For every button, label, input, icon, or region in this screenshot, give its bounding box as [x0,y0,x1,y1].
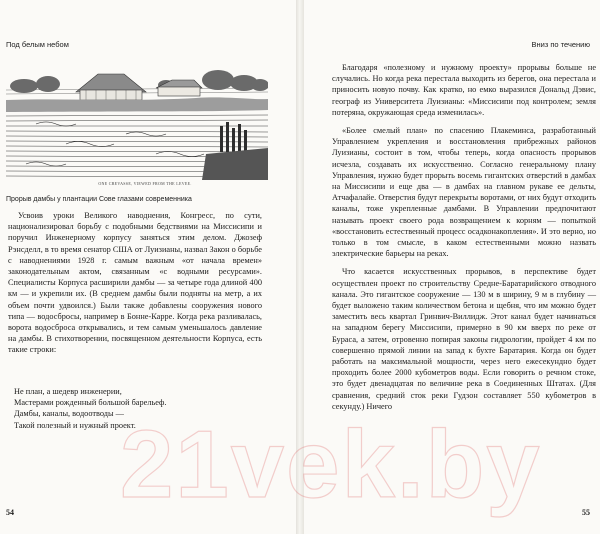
paragraph: Усвоив уроки Великого наводнения, Конгресс, по сути, национализировал борьбу с подобными бедствиями на Миссисипи и поручил Инженерному корпусу заняться этим делом. Джозеф Рэнсделл, в то время сенатор США от Луизианы, назвал Закон о борьбе с наводнениями 1928 г. самым важным «от начала времен» законодательным актом, связанным «с водными ресурсами». Специалисты Корпуса расширили дамбы — за четыре года длиной 400 км — и укрепили их. (В среднем дамбы были подняты на метр, а их объем почти удвоился.) Были также добавлены сооружения нового типа — водосбросы, например в Бонне-Карре. Когда река разливалась, ворота водосброса открывались, и тем самым уменьшалось давление на дамбы. В стихотворении, посвященном деятельности Корпуса, есть такие строки: [8,211,262,355]
right-body-text [332,62,596,412]
poem-line: Не план, а шедевр инженерии, [14,387,122,396]
left-body-text [8,210,262,356]
poem-line: Дамбы, каналы, водоотводы — [14,409,124,419]
poem-line: Такой полезный и нужный проект. [14,420,136,430]
page-number-left: 54 [6,508,14,517]
paragraph: «Более смелый план» по спасению Плакеминса, разработанный Управлением укрепления и восстановления прибрежных районов Луизианы, состоит в том, чтобы теперь, когда опасность прорывов исчезла, создавать их искусственно. Согласно генеральному плану Управления, нужно будет прорыть восемь гигантских отверстий в дамбах на Миссисипи и еще два — в дамбах на главном рукаве ее дельты, Атчафалайе. Отверстия будут перекрыты воротами, от них будут отходить каналы, тоже укрепленные дамбами. В Управлении предпочитают называть проект своего рода возвращением к корням — попыткой «восстановить естественный процесс осадконакопления». И это верно, но только в том смысле, в каком естественными можно назвать электрические барьеры на реках. [332,126,596,259]
poem-line: Мастерами рожденный большой барельеф. [14,398,167,408]
left-page [0,0,296,534]
paragraph: Благодаря «полезному и нужному проекту» прорывы больше не случались. Но когда река перестала выходить из берегов, она перестала и приносить новую почву. Как кратко, но емко выразился Дональд Дэвис, географ из Университета Луизианы: «Миссисипи под контролем; земля потеряна, окружающая среда изменилась». [332,63,596,117]
running-head-left: Под белым небом [6,40,69,49]
paragraph: Что касается искусственных прорывов, в перспективе будет осуществлен проект по строительству Средне-Баратарийского отводного канала. Это гигантское сооружение — 130 м в ширину, 9 м в глубину — будет выложено таким количеством бетона и щебня, что им можно будет заместить весь квартал Гринвич-Виллидж. Этот канал будет начинаться на западном берегу Миссисипи, примерно в 90 км вверх по реке от Бураса, а затем, отровенно попирая законы гидрологии, пройдет 4 км по совершенно прямой линии на запад к бухте Баратария. Когда он будет работать на максимальной мощности, через него ежесекундно будет проходить более 2000 кубометров воды. Если говорить о речном стоке, это будет двенадцатая по величине река в Соединенных Штатах. (Для сравнения, средний сток реки Гудзон составляет 550 кубометров в секунду.) Ничего [332,267,596,411]
running-head-right: Вниз по течению [531,40,590,49]
figure-caption: Прорыв дамбы у плантации Сове глазами современника [6,196,192,203]
book-gutter [296,0,304,534]
right-page [304,0,600,534]
illustration-caption: ONE CREVASSE, VIEWED FROM THE LEVEE. [98,181,192,186]
page-number-right: 55 [582,508,590,517]
poem [14,386,166,431]
levee-crevasse-illustration [6,54,268,192]
